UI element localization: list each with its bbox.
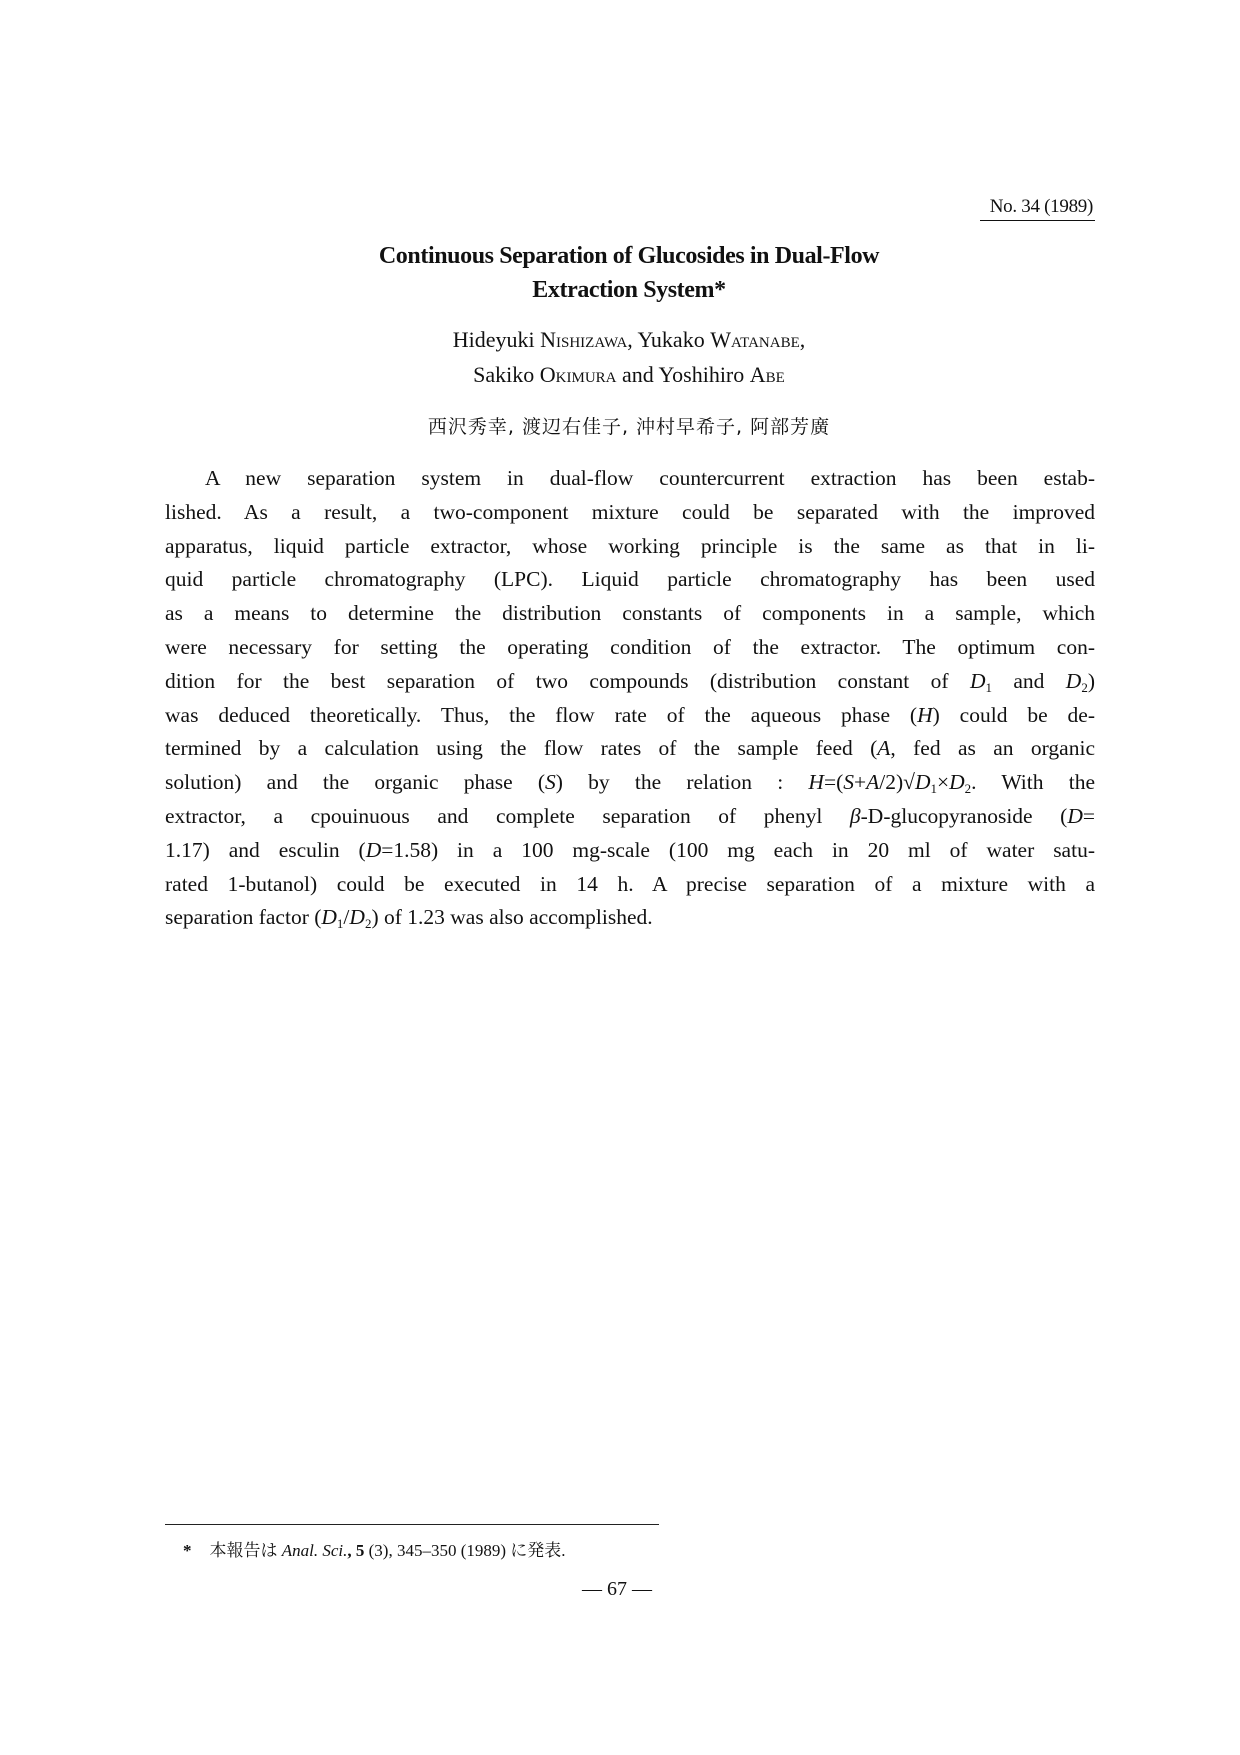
text-run: apparatus, liquid particle extractor, whose working principle is the same as that in li- <box>165 533 1095 558</box>
text-run: dition for the best separation of two compounds (distribution constant of <box>165 668 970 693</box>
surname: Abe <box>749 362 785 387</box>
text-run: , Yukako <box>627 327 711 352</box>
subscript: 1 <box>930 781 937 797</box>
abstract-line <box>165 665 1095 699</box>
text-run: separation factor ( <box>165 905 322 930</box>
math-symbol: β <box>849 803 861 828</box>
paper-title-line-1: Continuous Separation of Glucosides in Dual-Flow <box>378 243 880 269</box>
text-run: as a means to determine the distribution constants of components in a sample, which <box>165 601 1095 626</box>
abstract-line <box>165 868 1095 902</box>
math-symbol: S <box>545 770 556 795</box>
text-run: Hideyuki <box>452 327 541 352</box>
subscript: 2 <box>364 916 372 932</box>
math-symbol: D <box>1065 668 1082 693</box>
math-symbol: D <box>949 770 965 795</box>
text-run: =1.58) in a 100 mg-scale (100 mg each in 20 ml of water satu- <box>381 837 1095 862</box>
page-number: — 67 — <box>582 1578 652 1600</box>
math-symbol: D <box>321 905 337 930</box>
text-run: 1.17) and esculin ( <box>165 837 366 862</box>
math-symbol: H <box>917 702 933 727</box>
math-symbol: S <box>843 770 854 795</box>
math-symbol: H <box>808 770 824 795</box>
abstract-line <box>165 462 1095 496</box>
text-run: and Yoshihiro <box>616 362 750 387</box>
text-run: solution) and the organic phase ( <box>165 770 546 795</box>
abstract-line <box>165 732 1095 766</box>
math-symbol: D <box>365 837 382 862</box>
text-run: lished. As a result, a two-component mixture could be separated with the improved <box>165 499 1095 524</box>
text-run: quid particle chromatography (LPC). Liquid particle chromatography has been used <box>165 567 1095 592</box>
footnote <box>183 1536 566 1561</box>
text-run: -D-glucopyranoside ( <box>860 803 1068 828</box>
surname: Nishizawa <box>540 327 628 352</box>
paper-title-line-2: Extraction System* <box>532 277 726 303</box>
math-symbol: D <box>349 905 365 930</box>
issue-number: No. 34 (1989) <box>980 196 1095 221</box>
text-run: ) by the relation : <box>555 770 809 795</box>
abstract-line <box>165 800 1095 834</box>
abstract-line <box>165 901 1095 935</box>
text-run: were necessary for setting the operating condition of the extractor. The optimum con- <box>165 634 1095 659</box>
text-run: . With the <box>971 770 1095 795</box>
subscript: 1 <box>985 679 992 695</box>
abstract-line <box>165 631 1095 665</box>
footnote-journal: Anal. Sci. <box>281 1541 348 1560</box>
text-run: A new separation system in dual-flow countercurrent extraction has been estab- <box>205 466 1095 490</box>
text-run: Sakiko <box>473 362 540 387</box>
abstract-line <box>165 834 1095 868</box>
footnote-rule <box>165 1524 659 1525</box>
math-symbol: D <box>1067 803 1083 828</box>
subscript: 1 <box>336 916 344 932</box>
abstract-line <box>165 699 1095 733</box>
text-run: and <box>991 668 1066 693</box>
abstract-line <box>165 563 1095 597</box>
subscript: 2 <box>1081 679 1088 695</box>
text-run: × <box>937 770 950 795</box>
text-run: , <box>799 327 806 352</box>
text-run: termined by a calculation using the flow rates of the sample feed ( <box>165 736 878 761</box>
text-run: /2)√ <box>879 770 915 795</box>
math-symbol: A <box>877 736 891 761</box>
authors-line-2 <box>0 362 1240 388</box>
footnote-mark: * <box>183 1541 192 1560</box>
abstract-line <box>165 530 1095 564</box>
math-symbol: D <box>969 668 986 693</box>
text-run: = <box>1082 803 1096 828</box>
footnote-volume: , 5 <box>347 1541 365 1560</box>
abstract-line <box>165 597 1095 631</box>
text-run: , fed as an organic <box>890 736 1095 761</box>
text-run: extractor, a cpouinuous and complete separation of phenyl <box>165 803 850 828</box>
footnote-rest: (3), 345–350 (1989) に発表. <box>364 1541 566 1560</box>
text-run: ) of 1.23 was also accomplished. <box>371 905 653 930</box>
abstract-line <box>165 766 1095 800</box>
text-run: / <box>343 905 350 930</box>
abstract-line <box>165 496 1095 530</box>
surname: Watanabe <box>710 327 800 352</box>
text-run: + <box>854 770 867 795</box>
text-run: ) could be de- <box>932 702 1095 727</box>
text-run: =( <box>823 770 844 795</box>
text-run: ) <box>1087 668 1095 693</box>
math-symbol: D <box>914 770 931 795</box>
text-run: was deduced theoretically. Thus, the flow rate of the aqueous phase ( <box>165 702 918 727</box>
footnote-pre: 本報告は <box>209 1541 282 1560</box>
text-run: rated 1-butanol) could be executed in 14 h. A precise separation of a mixture with a <box>165 871 1095 896</box>
authors-japanese: 西沢秀幸, 渡辺右佳子, 沖村早希子, 阿部芳廣 <box>427 416 831 438</box>
math-symbol: A <box>866 770 880 795</box>
authors-line-1 <box>0 327 1240 353</box>
abstract <box>165 462 1095 935</box>
subscript: 2 <box>964 781 972 797</box>
surname: Okimura <box>539 362 617 387</box>
